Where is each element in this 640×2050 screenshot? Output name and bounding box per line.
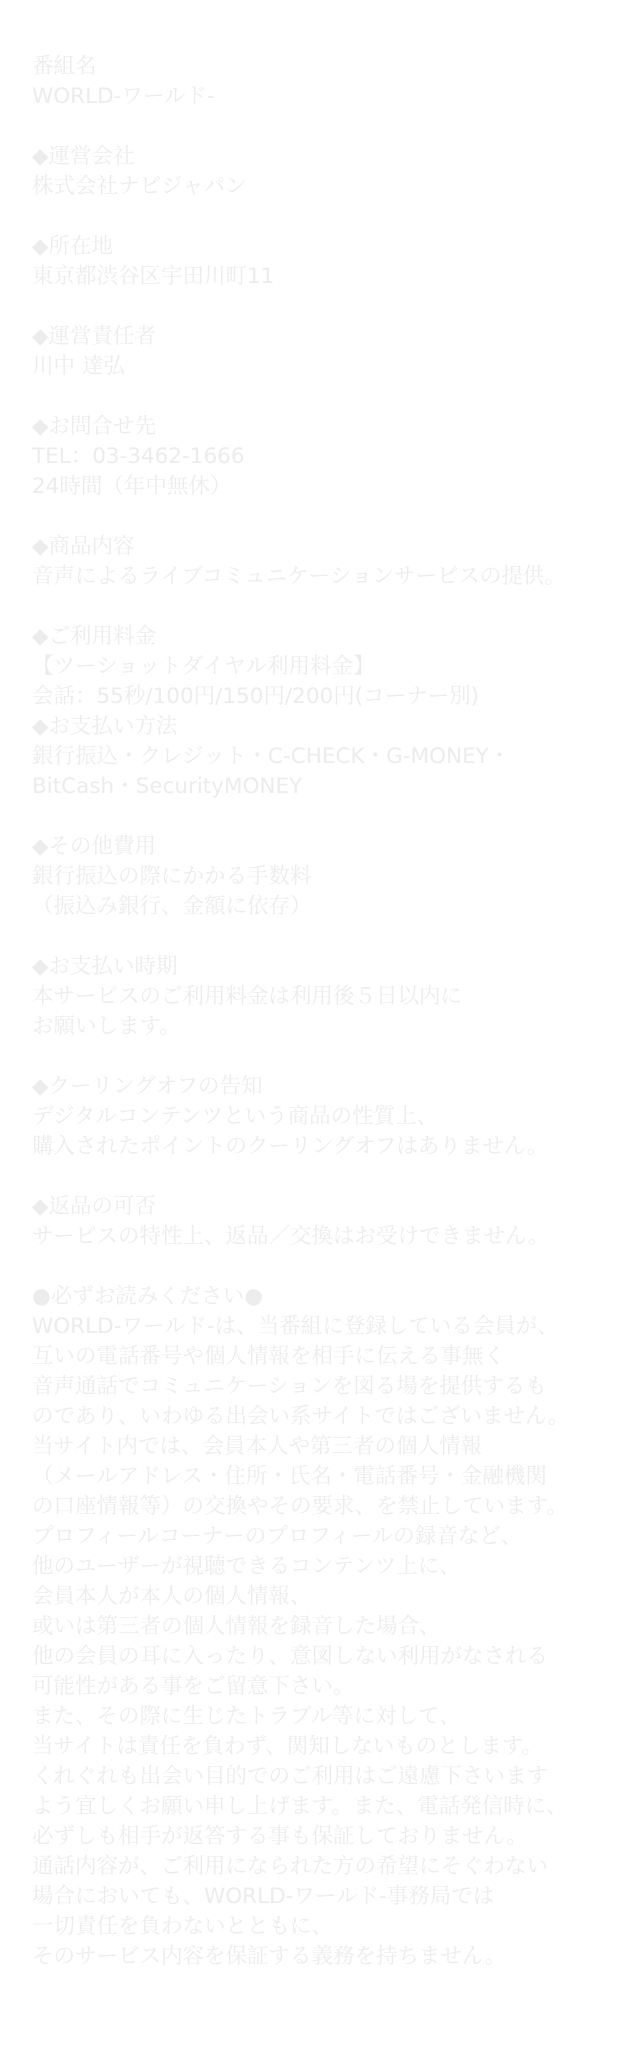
cooling-off-line-1: デジタルコンテンツという商品の性質上、 [32,1104,439,1129]
notice-line: のであり、いわゆる出会い系サイトではございません。 [32,1404,570,1429]
payment-method-line-2: BitCash・SecurityMONEY [32,774,303,799]
notice-line: 必ずしも相手が返答する事も保証しておりません。 [32,1824,528,1849]
notice-line: 当サイト内では、会員本人や第三者の個人情報 [32,1434,482,1459]
payment-timing-section [32,952,632,1042]
payment-timing-line-1: 本サービスのご利用料金は利用後５日以内に [32,984,463,1009]
program-section [32,52,632,112]
payment-method-section [32,712,632,802]
notice-line: 当サイトは責任を負わず、関知しないものとします。 [32,1734,544,1759]
fee-section [32,622,632,712]
notice-line: 可能性がある事をご留意下さい。 [32,1674,355,1699]
notice-line: 互いの電話番号や個人情報を相手に伝える事無く [32,1344,506,1369]
cooling-off-section [32,1072,632,1162]
returns-heading: ◆返品の可否 [32,1194,157,1219]
notice-line: また、その際に生じたトラブル等に対して、 [32,1704,461,1729]
contact-phone: TEL：03-3462-1666 [32,444,245,469]
notice-line: よう宜しくお願い申し上げます。また、電話発信時に、 [32,1794,568,1819]
notice-line: 他の会員の耳に入ったり、意図しない利用がなされる [32,1644,549,1669]
manager-heading: ◆運営責任者 [32,324,157,349]
company-heading: ◆運営会社 [32,144,135,169]
program-name: WORLD-ワールド- [32,84,215,109]
manager-section [32,322,632,382]
other-costs-section [32,832,632,922]
notice-line: 他のユーザーが視聴できるコンテンツ上に、 [32,1554,461,1579]
notice-line: の口座情報等）の交換やその要求、を禁止しています。 [32,1494,568,1519]
address-value: 東京都渋谷区宇田川町11 [32,264,275,289]
legal-notice-content [32,52,632,1972]
notice-line: くれぐれも出会い目的でのご利用はご遠慮下さいます [32,1764,549,1789]
contact-heading: ◆お問合せ先 [32,414,157,439]
notice-line: 会員本人が本人の個人情報、 [32,1584,312,1609]
notice-line: 一切責任を負わないとともに、 [32,1914,334,1939]
other-costs-line-2: （振込み銀行、金額に依存） [32,894,312,919]
notice-line: プロフィールコーナーのプロフィールの録音など、 [32,1524,523,1549]
notice-line: 音声通話でコミュニケーションを図る場を提供するも [32,1374,547,1399]
notice-line: 場合においても、WORLD-ワールド-事務局では [32,1884,495,1909]
cooling-off-line-2: 購入されたポイントのクーリングオフはありません。 [32,1134,549,1159]
product-heading: ◆商品内容 [32,534,135,559]
notice-section [32,1282,632,1972]
notice-line: 通話内容が、ご利用になられた方の希望にそぐわない [32,1854,549,1879]
payment-method-line-1: 銀行振込・クレジット・C-CHECK・G-MONEY・ [32,744,511,769]
fee-heading: ◆ご利用料金 [32,624,157,649]
payment-method-heading: ◆お支払い方法 [32,714,178,739]
product-section [32,532,632,592]
fee-rate: 会話：55秒/100円/150円/200円(コーナー別) [32,684,479,709]
product-description: 音声によるライブコミュニケーションサービスの提供。 [32,564,566,589]
payment-timing-heading: ◆お支払い時期 [32,954,178,979]
company-name: 株式会社ナビジャパン [32,174,247,199]
manager-name: 川中 達弘 [32,354,125,379]
notice-heading: ●必ずお読みください● [32,1284,264,1309]
returns-section [32,1192,632,1252]
returns-policy: サービスの特性上、返品／交換はお受けできません。 [32,1224,550,1249]
address-section [32,232,632,292]
cooling-off-heading: ◆クーリングオフの告知 [32,1074,263,1099]
contact-section [32,412,632,502]
payment-timing-line-2: お願いします。 [32,1014,181,1039]
program-heading: 番組名 [32,54,97,79]
notice-line: WORLD-ワールド-は、当番組に登録している会員が、 [32,1314,559,1339]
other-costs-heading: ◆その他費用 [32,834,157,859]
address-heading: ◆所在地 [32,234,114,259]
company-section [32,142,632,202]
contact-hours: 24時間（年中無休） [32,474,232,499]
other-costs-line-1: 銀行振込の際にかかる手数料 [32,864,312,889]
fee-plan-title: 【ツーショットダイヤル利用料金】 [32,654,375,679]
notice-line: 或いは第三者の個人情報を録音した場合、 [32,1614,441,1639]
notice-line: そのサービス内容を保証する義務を持ちません。 [32,1944,507,1969]
notice-line: （メールアドレス・住所・氏名・電話番号・金融機関 [32,1464,547,1489]
